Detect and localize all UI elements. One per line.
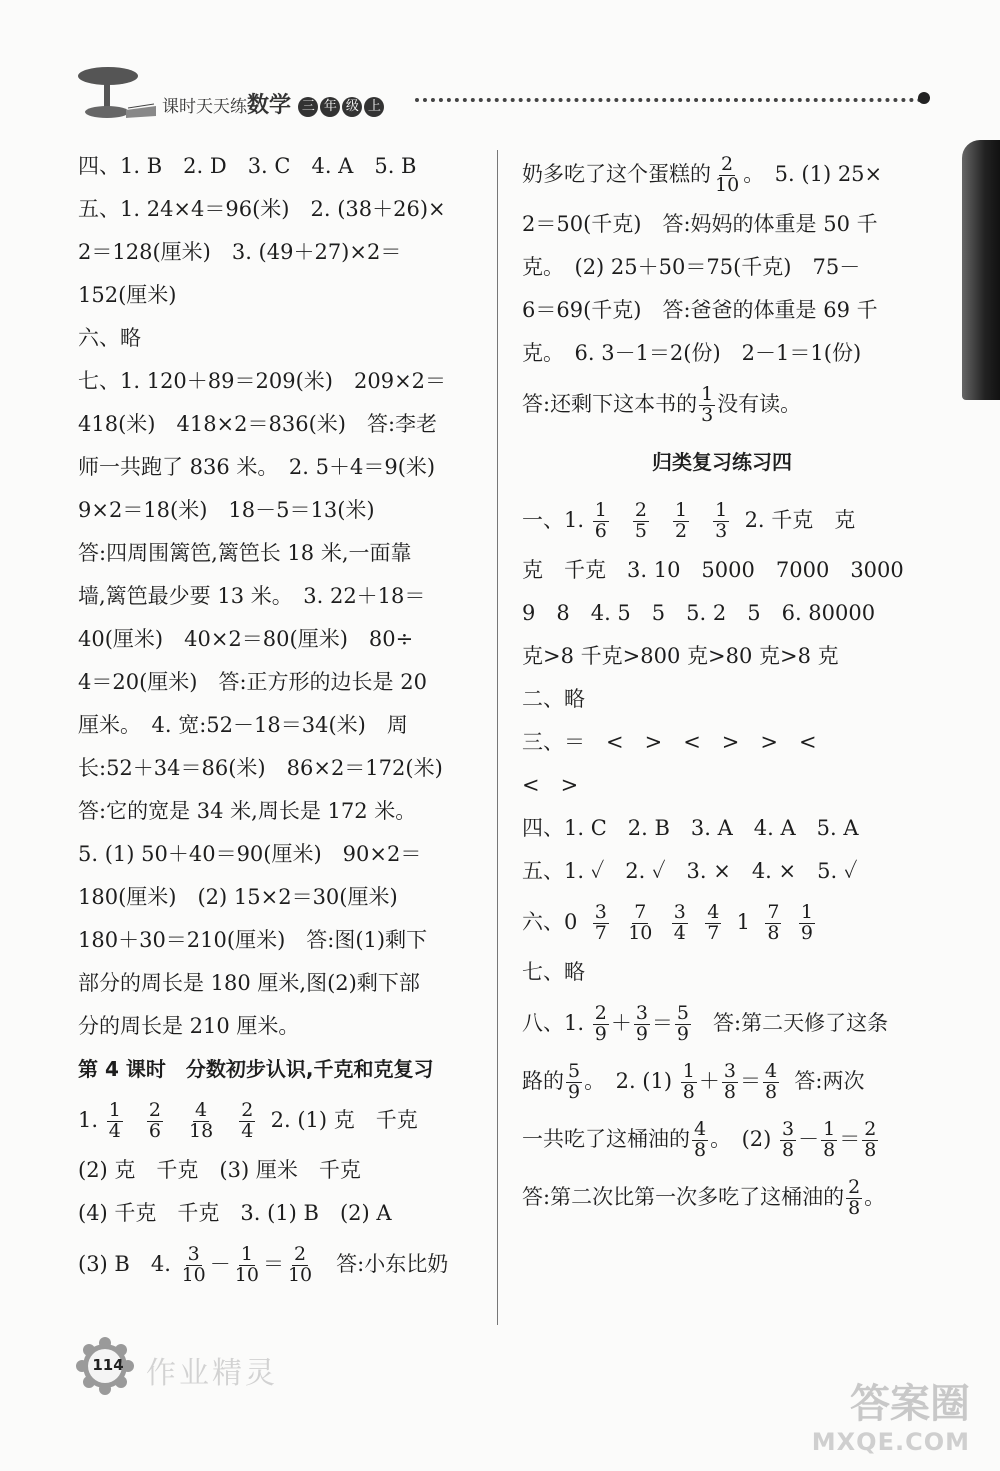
fraction: $\frac{1}{9}$: [800, 901, 813, 944]
fraction: $\frac{2}{5}$: [634, 499, 647, 542]
answer-line: 克。 6. 3－1＝2(份) 2－1＝1(份): [522, 341, 862, 365]
fraction: $\frac{1}{3}$: [715, 499, 728, 542]
fraction: $\frac{3}{4}$: [673, 901, 686, 944]
answer-text: 。 (2): [710, 1127, 772, 1151]
operator: ＝: [651, 1011, 673, 1035]
fraction: $\frac{1}{2}$: [674, 499, 688, 542]
fraction: $\frac{3}{8}$: [782, 1118, 795, 1161]
answer-line: 180(厘米) (2) 15×2＝30(厘米): [78, 885, 398, 909]
answer-line: 答:它的宽是 34 米,周长是 172 米。: [78, 799, 417, 823]
footer-watermark: 作业精灵: [146, 1356, 278, 1391]
answer-line: 五、1. ✓ 2. ✓ 3. × 4. × 5. ✓: [522, 859, 858, 883]
fraction: $\frac{4}{8}$: [764, 1060, 778, 1103]
answer-text: 2. 千克 克: [744, 508, 856, 532]
answer-line: (2) 克 千克 (3) 厘米 千克: [78, 1158, 361, 1182]
fraction: $\frac{3}{10}$: [181, 1243, 206, 1286]
fraction: $\frac{7}{10}$: [628, 901, 653, 944]
header-dotted-rule: [415, 98, 922, 102]
fraction: $\frac{4}{18}$: [188, 1099, 214, 1142]
answer-line: < >: [522, 773, 579, 797]
grade-char: 上: [364, 97, 384, 117]
operator: －: [798, 1127, 820, 1151]
answer-line: [78, 1091, 478, 1149]
page-number: 114: [92, 1356, 124, 1374]
answer-line: 四、1. B 2. D 3. C 4. A 5. B: [78, 154, 417, 178]
operator: －: [209, 1252, 231, 1276]
fraction: $\frac{2}{8}$: [848, 1176, 861, 1219]
answer-text: 答:小东比奶: [336, 1252, 449, 1276]
answer-line: [522, 994, 922, 1052]
fraction: $\frac{3}{8}$: [723, 1060, 736, 1103]
left-column: [78, 145, 478, 1293]
subject-name: 数学: [247, 93, 292, 118]
answer-line: [522, 375, 922, 433]
section-heading: 归类复习练习四: [652, 450, 792, 474]
answer-line: 克>8 千克>800 克>80 克>8 克: [522, 644, 839, 668]
answer-text: 2. (1) 克 千克: [270, 1108, 418, 1132]
answer-line: 180＋30＝210(厘米) 答:图(1)剩下: [78, 928, 428, 952]
fraction: $\frac{4}{7}$: [707, 901, 720, 944]
fraction: $\frac{5}{9}$: [568, 1060, 581, 1103]
answer-line: 四、1. C 2. B 3. A 4. A 5. A: [522, 816, 859, 840]
answer-text: 答:第二天修了这条: [713, 1011, 889, 1035]
answer-line: [522, 1168, 922, 1226]
fraction: $\frac{7}{8}$: [767, 901, 780, 944]
answer-line: [522, 893, 922, 951]
answer-line: 5. (1) 50＋40＝90(厘米) 90×2＝: [78, 842, 422, 866]
operator: ＋: [698, 1069, 720, 1093]
answer-line: 9×2＝18(米) 18－5＝13(米): [78, 498, 375, 522]
item-number: 1.: [78, 1108, 99, 1132]
lesson-heading: 第 4 课时 分数初步认识,千克和克复习: [78, 1057, 434, 1081]
header-end-dot: [918, 92, 930, 104]
fraction: $\frac{4}{8}$: [694, 1118, 707, 1161]
fraction: $\frac{2}{9}$: [594, 1002, 607, 1045]
fraction: $\frac{2}{10}$: [715, 153, 740, 196]
fraction: $\frac{5}{9}$: [676, 1002, 690, 1045]
answer-line: 9 8 4. 5 5 5. 2 5 6. 80000: [522, 601, 876, 625]
operator: ＝: [839, 1127, 861, 1151]
answer-line: 2＝50(千克) 答:妈妈的体重是 50 千: [522, 212, 878, 236]
answer-line: [522, 491, 922, 549]
item-number: 一、1.: [522, 508, 585, 532]
answer-line: 六、略: [78, 326, 141, 350]
answer-line: 五、1. 24×4＝96(米) 2. (38＋26)×: [78, 197, 446, 221]
answer-text: 答:两次: [794, 1069, 865, 1093]
fraction: $\frac{2}{10}$: [287, 1243, 313, 1286]
answer-text: 答:还剩下这本书的: [522, 392, 698, 416]
operator: ＝: [739, 1069, 761, 1093]
page-header: [70, 62, 940, 132]
answer-text: 1: [736, 910, 751, 934]
fraction: $\frac{3}{9}$: [635, 1002, 648, 1045]
site-watermark: 答案圈: [850, 1381, 970, 1427]
answer-line: 答:四周围篱笆,篱笆长 18 米,一面靠: [78, 541, 412, 565]
fraction: $\frac{3}{7}$: [594, 901, 607, 944]
answer-line: [522, 1052, 922, 1110]
operator: ＋: [610, 1011, 632, 1035]
answer-line: 分的周长是 210 厘米。: [78, 1014, 300, 1038]
answer-text: (3) B 4.: [78, 1252, 171, 1276]
answer-line: 4＝20(厘米) 答:正方形的边长是 20: [78, 670, 427, 694]
fraction: $\frac{1}{10}$: [234, 1243, 259, 1286]
answer-text: 没有读。: [717, 392, 802, 416]
fraction: $\frac{2}{4}$: [241, 1099, 254, 1142]
answer-text: 。 5. (1) 25×: [743, 162, 883, 186]
answer-line: 克。 (2) 25＋50＝75(千克) 75－: [522, 255, 861, 279]
answer-line: [522, 1110, 922, 1168]
header-title: [162, 88, 384, 119]
item-number: 八、1.: [522, 1011, 585, 1035]
fraction: $\frac{1}{8}$: [682, 1060, 695, 1103]
fraction: $\frac{2}{8}$: [864, 1118, 877, 1161]
answer-line: 40(厘米) 40×2＝80(厘米) 80÷: [78, 627, 414, 651]
answer-line: 三、＝ < > < > > <: [522, 730, 817, 754]
series-name: 课时天天练: [162, 97, 247, 117]
site-watermark-url: MXQE.COM: [811, 1428, 970, 1456]
fraction: $\frac{1}{4}$: [108, 1099, 121, 1142]
right-column: [522, 145, 922, 1226]
answer-line: 厘米。 4. 宽:52－18＝34(米) 周: [78, 713, 408, 737]
answer-line: 6＝69(千克) 答:爸爸的体重是 69 千: [522, 298, 878, 322]
answer-line: 师一共跑了 836 米。 2. 5＋4＝9(米): [78, 455, 436, 479]
column-divider: [497, 150, 498, 1325]
answer-text: 一共吃了这桶油的: [522, 1127, 690, 1151]
fraction: $\frac{1}{6}$: [594, 499, 607, 542]
answer-line: [522, 145, 922, 203]
answer-line: 七、1. 120＋89＝209(米) 209×2＝: [78, 369, 447, 393]
answer-line: 长:52＋34＝86(米) 86×2＝172(米): [78, 756, 443, 780]
answer-line: 二、略: [522, 687, 585, 711]
fraction: $\frac{1}{3}$: [701, 383, 714, 426]
grade-char: 年: [320, 97, 340, 117]
answer-line: 克 千克 3. 10 5000 7000 3000: [522, 558, 904, 582]
answer-text: 。: [864, 1185, 886, 1209]
answer-text: 六、0: [522, 910, 578, 934]
answer-line: 墙,篱笆最少要 13 米。 3. 22＋18＝: [78, 584, 426, 608]
operator: ＝: [262, 1252, 284, 1276]
answer-text: 答:第二次比第一次多吃了这桶油的: [522, 1185, 845, 1209]
answer-line: 418(米) 418×2＝836(米) 答:李老: [78, 412, 438, 436]
answer-line: 部分的周长是 180 厘米,图(2)剩下部: [78, 971, 420, 995]
page-edge-tab: [962, 140, 1000, 400]
answer-text: 路的: [522, 1069, 564, 1093]
desk-lamp-icon: [70, 62, 160, 122]
answer-line: (4) 千克 千克 3. (1) B (2) A: [78, 1201, 392, 1225]
grade-char: 级: [342, 97, 362, 117]
answer-text: 。 2. (1): [584, 1069, 673, 1093]
fraction: $\frac{2}{6}$: [148, 1099, 161, 1142]
grade-char: 三: [298, 97, 318, 117]
answer-line: [78, 1235, 478, 1293]
answer-line: 2＝128(厘米) 3. (49＋27)×2＝: [78, 240, 402, 264]
fraction: $\frac{1}{8}$: [823, 1118, 836, 1161]
answer-line: 七、略: [522, 960, 585, 984]
answer-line: 152(厘米): [78, 283, 177, 307]
answer-text: 奶多吃了这个蛋糕的: [522, 162, 711, 186]
